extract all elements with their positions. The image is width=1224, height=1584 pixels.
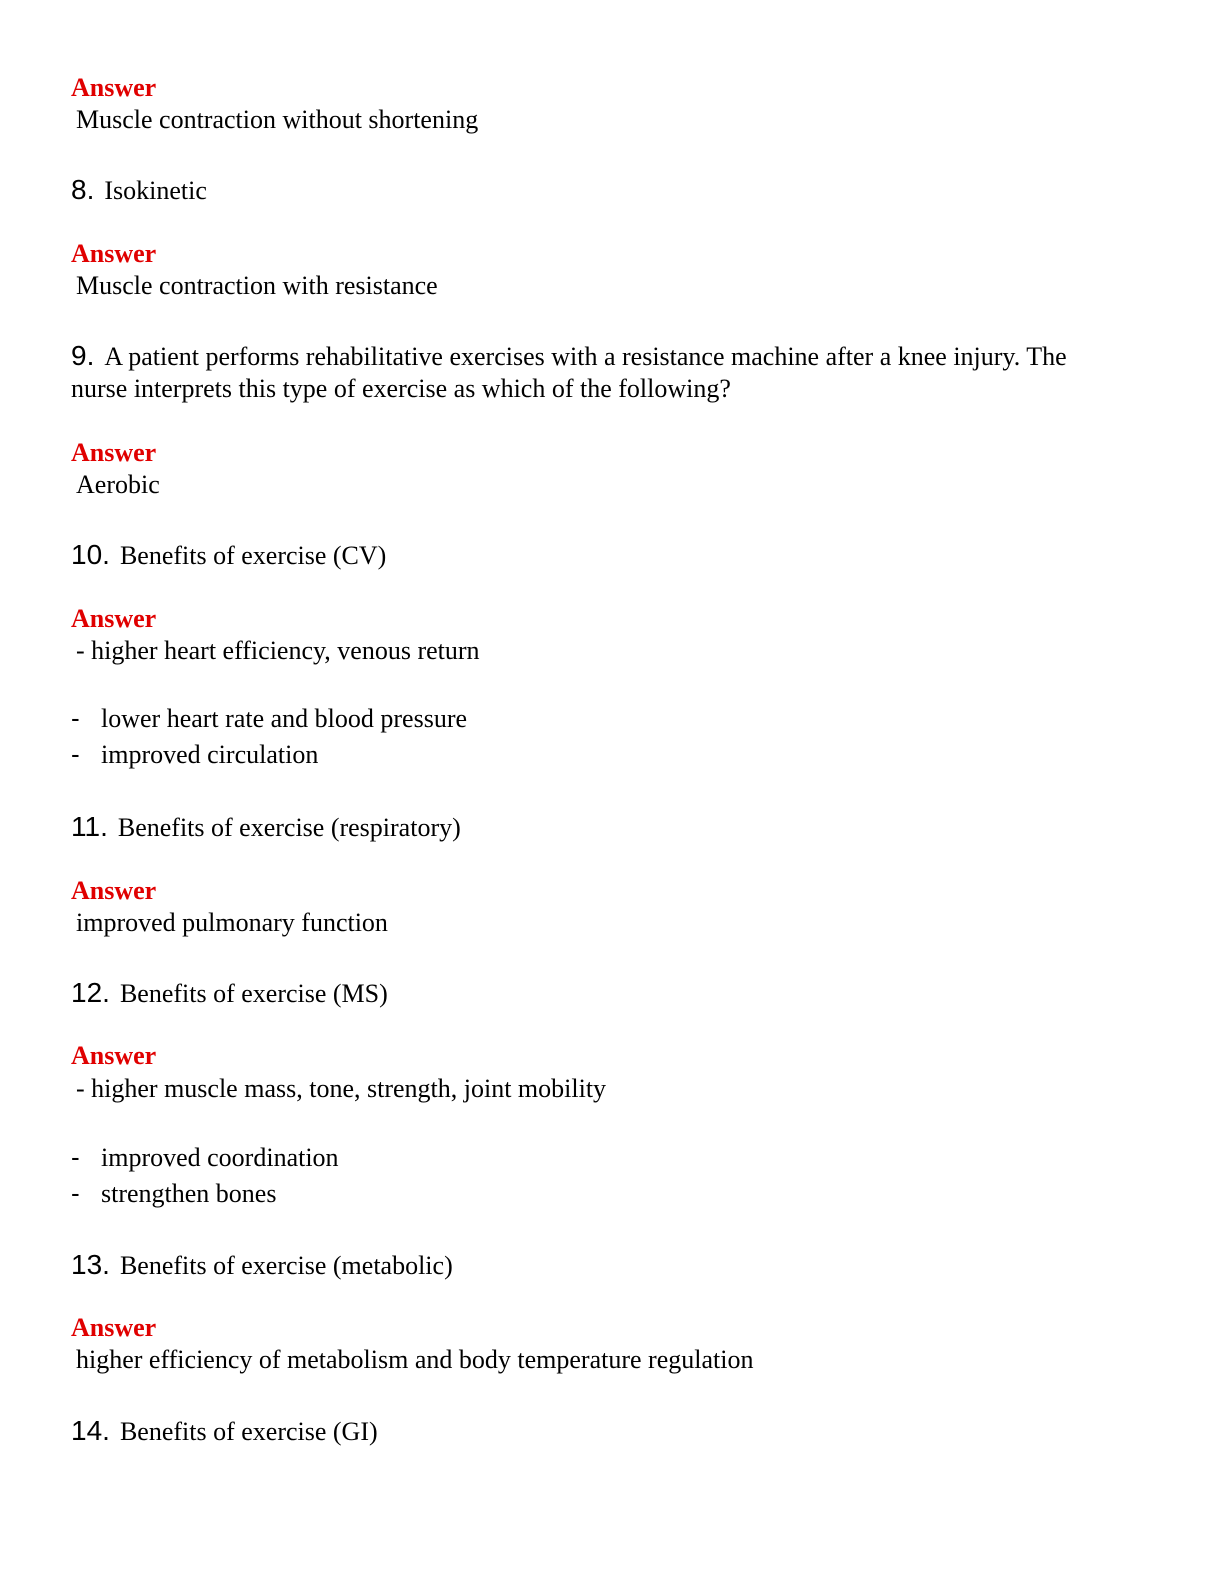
bullet-text: improved coordination	[101, 1143, 339, 1172]
question-text: Benefits of exercise (respiratory)	[117, 813, 461, 842]
question-14	[71, 1415, 378, 1448]
bullet-text: strengthen bones	[101, 1179, 277, 1208]
question-13	[71, 1249, 453, 1282]
question-text-continued: nurse interprets this type of exercise as which of the following?	[71, 374, 731, 403]
question-8	[71, 174, 207, 207]
answer-text: Muscle contraction with resistance	[76, 271, 438, 300]
question-11	[71, 811, 461, 844]
answer-label: Answer	[71, 604, 157, 633]
question-10	[71, 539, 386, 572]
bullet-dash: -	[71, 739, 80, 769]
answer-text: - higher heart efficiency, venous return	[76, 636, 480, 665]
bullet-dash: -	[71, 703, 80, 733]
answer-label: Answer	[71, 438, 157, 467]
answer-text: higher efficiency of metabolism and body temperature regulation	[76, 1345, 754, 1374]
question-number: 8.	[71, 174, 95, 205]
question-text: A patient performs rehabilitative exercises with a resistance machine after a knee injury. The	[104, 342, 1067, 371]
bullet-item	[71, 739, 318, 770]
answer-label: Answer	[71, 73, 157, 102]
question-text: Benefits of exercise (CV)	[119, 541, 387, 570]
bullet-dash: -	[71, 1142, 80, 1172]
question-number: 12.	[71, 977, 110, 1008]
question-text: Benefits of exercise (metabolic)	[119, 1251, 453, 1280]
answer-label: Answer	[71, 876, 157, 905]
question-text: Benefits of exercise (GI)	[119, 1417, 378, 1446]
question-number: 14.	[71, 1415, 110, 1446]
question-number: 11.	[71, 811, 108, 842]
bullet-item	[71, 1142, 339, 1173]
answer-text: - higher muscle mass, tone, strength, joint mobility	[76, 1074, 607, 1103]
answer-label: Answer	[71, 1313, 157, 1342]
bullet-item	[71, 703, 467, 734]
bullet-dash: -	[71, 1178, 80, 1208]
question-number: 10.	[71, 539, 110, 570]
bullet-item	[71, 1178, 276, 1209]
question-9	[71, 340, 1067, 373]
answer-text: Aerobic	[76, 470, 160, 499]
answer-text: improved pulmonary function	[76, 908, 388, 937]
question-number: 13.	[71, 1249, 110, 1280]
answer-label: Answer	[71, 239, 157, 268]
bullet-text: improved circulation	[101, 740, 319, 769]
bullet-text: lower heart rate and blood pressure	[101, 704, 468, 733]
question-text: Benefits of exercise (MS)	[119, 979, 388, 1008]
answer-text: Muscle contraction without shortening	[76, 105, 479, 134]
question-number: 9.	[71, 340, 95, 371]
question-12	[71, 977, 388, 1010]
question-text: Isokinetic	[104, 176, 207, 205]
answer-label: Answer	[71, 1041, 157, 1070]
